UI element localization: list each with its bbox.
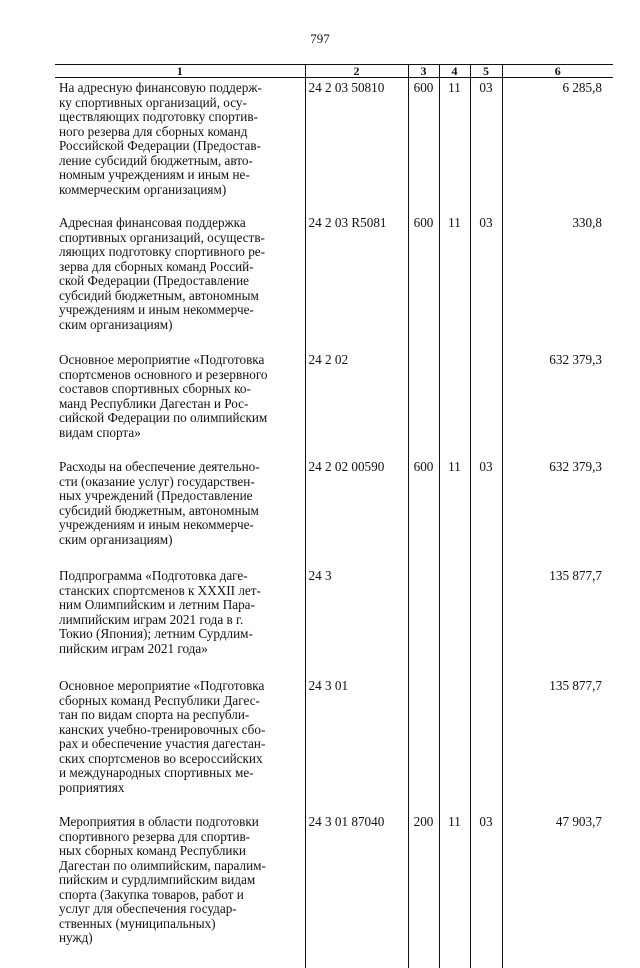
description-line: роприятиях xyxy=(59,779,125,795)
spacer-cell xyxy=(502,332,613,350)
row-spacer xyxy=(55,547,613,566)
spacer-cell xyxy=(502,547,613,566)
spacer-cell xyxy=(502,197,613,213)
description-line: ним Олимпийским и летним Пара- xyxy=(59,597,255,612)
description-line: субсидий бюджетным, автономным xyxy=(59,287,259,303)
row-subsection xyxy=(470,676,502,795)
table-body xyxy=(55,78,613,968)
row-code: 24 2 02 xyxy=(305,350,408,440)
row-amount: 47 903,7 xyxy=(502,812,613,946)
description-line: ществляющих подготовку спортив- xyxy=(59,109,258,124)
tail-cell xyxy=(470,946,502,968)
spacer-cell xyxy=(439,795,470,812)
spacer-cell xyxy=(439,547,470,566)
description-line: Основное мероприятие «Подготовка xyxy=(59,352,265,367)
spacer-cell xyxy=(408,197,439,213)
spacer-cell xyxy=(55,547,305,566)
description-line: субсидий бюджетным, автономным xyxy=(59,502,259,518)
row-description xyxy=(55,457,305,547)
row-amount: 330,8 xyxy=(502,213,613,332)
column-header: 4 xyxy=(439,65,470,78)
description-line: зерва для сборных команд Россий- xyxy=(59,258,254,274)
budget-table xyxy=(55,64,613,968)
spacer-cell xyxy=(439,656,470,676)
header-row xyxy=(55,65,613,78)
row-code: 24 2 03 R5081 xyxy=(305,213,408,332)
row-description xyxy=(55,566,305,656)
table-row xyxy=(55,812,613,946)
description-line: нужд) xyxy=(59,930,93,945)
description-line: спорта (Закупка товаров, работ и xyxy=(59,886,244,902)
spacer-cell xyxy=(502,656,613,676)
row-expense-type: 600 xyxy=(408,78,439,198)
spacer-cell xyxy=(470,197,502,213)
column-header: 5 xyxy=(470,65,502,78)
row-spacer xyxy=(55,440,613,457)
row-spacer xyxy=(55,795,613,812)
spacer-cell xyxy=(305,547,408,566)
row-code: 24 3 xyxy=(305,566,408,656)
row-description xyxy=(55,213,305,332)
row-description xyxy=(55,350,305,440)
row-code: 24 2 02 00590 xyxy=(305,457,408,547)
spacer-cell xyxy=(305,440,408,457)
row-section xyxy=(439,676,470,795)
row-description xyxy=(55,676,305,795)
spacer-cell xyxy=(470,332,502,350)
row-amount: 135 877,7 xyxy=(502,676,613,795)
description-line: спортивных организаций, осуществ- xyxy=(59,229,265,245)
spacer-cell xyxy=(470,440,502,457)
row-section: 11 xyxy=(439,812,470,946)
column-header: 2 xyxy=(305,65,408,78)
row-subsection: 03 xyxy=(470,213,502,332)
table-row xyxy=(55,78,613,198)
spacer-cell xyxy=(305,332,408,350)
row-expense-type: 600 xyxy=(408,457,439,547)
column-header: 1 xyxy=(55,65,305,78)
spacer-cell xyxy=(502,795,613,812)
table-row xyxy=(55,566,613,656)
description-line: видам спорта» xyxy=(59,424,141,440)
table-row xyxy=(55,213,613,332)
row-code: 24 3 01 87040 xyxy=(305,812,408,946)
description-line: ляющих подготовку спортивного ре- xyxy=(59,244,266,259)
description-line: станских спортсменов к XXXII лет- xyxy=(59,582,261,598)
spacer-cell xyxy=(55,197,305,213)
row-expense-type xyxy=(408,566,439,656)
row-spacer xyxy=(55,197,613,213)
description-line: ление субсидий бюджетным, авто- xyxy=(59,152,253,168)
description-line: пийским и сурдлимпийским видам xyxy=(59,872,256,887)
description-line: Токио (Япония); летним Сурдлим- xyxy=(59,626,253,641)
row-code: 24 3 01 xyxy=(305,676,408,795)
description-line: ственных (муниципальных) xyxy=(59,915,216,931)
spacer-cell xyxy=(305,197,408,213)
row-section xyxy=(439,566,470,656)
table-row xyxy=(55,457,613,547)
description-line: Российской Федерации (Предостав- xyxy=(59,138,261,153)
spacer-cell xyxy=(408,332,439,350)
spacer-cell xyxy=(439,332,470,350)
description-line: ных сборных команд Республики xyxy=(59,843,246,858)
description-line: манд Республики Дагестан и Рос- xyxy=(59,395,249,411)
column-header: 6 xyxy=(502,65,613,78)
row-amount: 135 877,7 xyxy=(502,566,613,656)
spacer-cell xyxy=(55,440,305,457)
tail-cell xyxy=(305,946,408,968)
row-subsection: 03 xyxy=(470,812,502,946)
description-line: ским организациям) xyxy=(59,531,173,547)
spacer-cell xyxy=(305,795,408,812)
row-expense-type: 200 xyxy=(408,812,439,946)
row-subsection: 03 xyxy=(470,78,502,198)
description-line: лимпийским играм 2021 года в г. xyxy=(59,611,244,627)
table-tail xyxy=(55,946,613,968)
description-line: ку спортивных организаций, осу- xyxy=(59,94,247,110)
description-line: услуг для обеспечения государ- xyxy=(59,901,237,916)
spacer-cell xyxy=(439,440,470,457)
row-expense-type xyxy=(408,676,439,795)
description-line: и международных спортивных ме- xyxy=(59,765,254,780)
row-section xyxy=(439,350,470,440)
description-line: сийской Федерации по олимпийским xyxy=(59,410,268,425)
row-expense-type xyxy=(408,350,439,440)
spacer-cell xyxy=(408,547,439,566)
description-line: спортивного резерва для спортив- xyxy=(59,828,251,844)
description-line: пийским играм 2021 года» xyxy=(59,640,208,656)
spacer-cell xyxy=(470,795,502,812)
row-description xyxy=(55,812,305,946)
row-amount: 632 379,3 xyxy=(502,457,613,547)
description-line: Подпрограмма «Подготовка даге- xyxy=(59,568,248,583)
tail-cell xyxy=(439,946,470,968)
table-row xyxy=(55,350,613,440)
row-code: 24 2 03 50810 xyxy=(305,78,408,198)
spacer-cell xyxy=(55,795,305,812)
tail-cell xyxy=(502,946,613,968)
row-expense-type: 600 xyxy=(408,213,439,332)
description-line: тан по видам спорта на республи- xyxy=(59,707,250,722)
description-line: ских спортсменов во всероссийских xyxy=(59,750,263,766)
spacer-cell xyxy=(470,656,502,676)
description-line: учреждениям и иным некоммерче- xyxy=(59,302,254,317)
description-line: ного резерва для сборных команд xyxy=(59,123,248,139)
row-section: 11 xyxy=(439,213,470,332)
page-number: 797 xyxy=(310,31,330,46)
row-section: 11 xyxy=(439,78,470,198)
description-line: сборных команд Республики Дагес- xyxy=(59,692,260,708)
description-line: номным учреждениям и иным не- xyxy=(59,167,250,182)
row-section: 11 xyxy=(439,457,470,547)
row-spacer xyxy=(55,656,613,676)
spacer-cell xyxy=(55,332,305,350)
description-line: составов спортивных сборных ко- xyxy=(59,381,251,396)
column-header: 3 xyxy=(408,65,439,78)
spacer-cell xyxy=(305,656,408,676)
tail-cell xyxy=(408,946,439,968)
description-line: коммерческим организациям) xyxy=(59,181,227,197)
description-line: ским организациям) xyxy=(59,316,173,332)
row-description xyxy=(55,78,305,198)
spacer-cell xyxy=(55,656,305,676)
description-line: ской Федерации (Предоставление xyxy=(59,273,250,288)
spacer-cell xyxy=(502,440,613,457)
description-line: Расходы на обеспечение деятельно- xyxy=(59,459,260,474)
description-line: канских учебно-тренировочных сбо- xyxy=(59,721,266,737)
description-line: спортсменов основного и резервного xyxy=(59,366,268,382)
description-line: Основное мероприятие «Подготовка xyxy=(59,678,265,693)
description-line: Мероприятия в области подготовки xyxy=(59,814,259,829)
description-line: рах и обеспечение участия дагестан- xyxy=(59,736,266,751)
row-subsection xyxy=(470,350,502,440)
row-subsection xyxy=(470,566,502,656)
row-spacer xyxy=(55,332,613,350)
tail-cell xyxy=(55,946,305,968)
row-amount: 632 379,3 xyxy=(502,350,613,440)
description-line: сти (оказание услуг) государствен- xyxy=(59,473,255,489)
row-amount: 6 285,8 xyxy=(502,78,613,198)
row-subsection: 03 xyxy=(470,457,502,547)
table-row xyxy=(55,676,613,795)
description-line: Адресная финансовая поддержка xyxy=(59,215,246,230)
description-line: учреждениям и иным некоммерче- xyxy=(59,517,254,532)
spacer-cell xyxy=(408,440,439,457)
description-line: ных учреждений (Предоставление xyxy=(59,488,253,503)
spacer-cell xyxy=(470,547,502,566)
spacer-cell xyxy=(408,656,439,676)
description-line: На адресную финансовую поддерж- xyxy=(59,80,262,95)
spacer-cell xyxy=(439,197,470,213)
spacer-cell xyxy=(408,795,439,812)
description-line: Дагестан по олимпийским, паралим- xyxy=(59,857,266,873)
